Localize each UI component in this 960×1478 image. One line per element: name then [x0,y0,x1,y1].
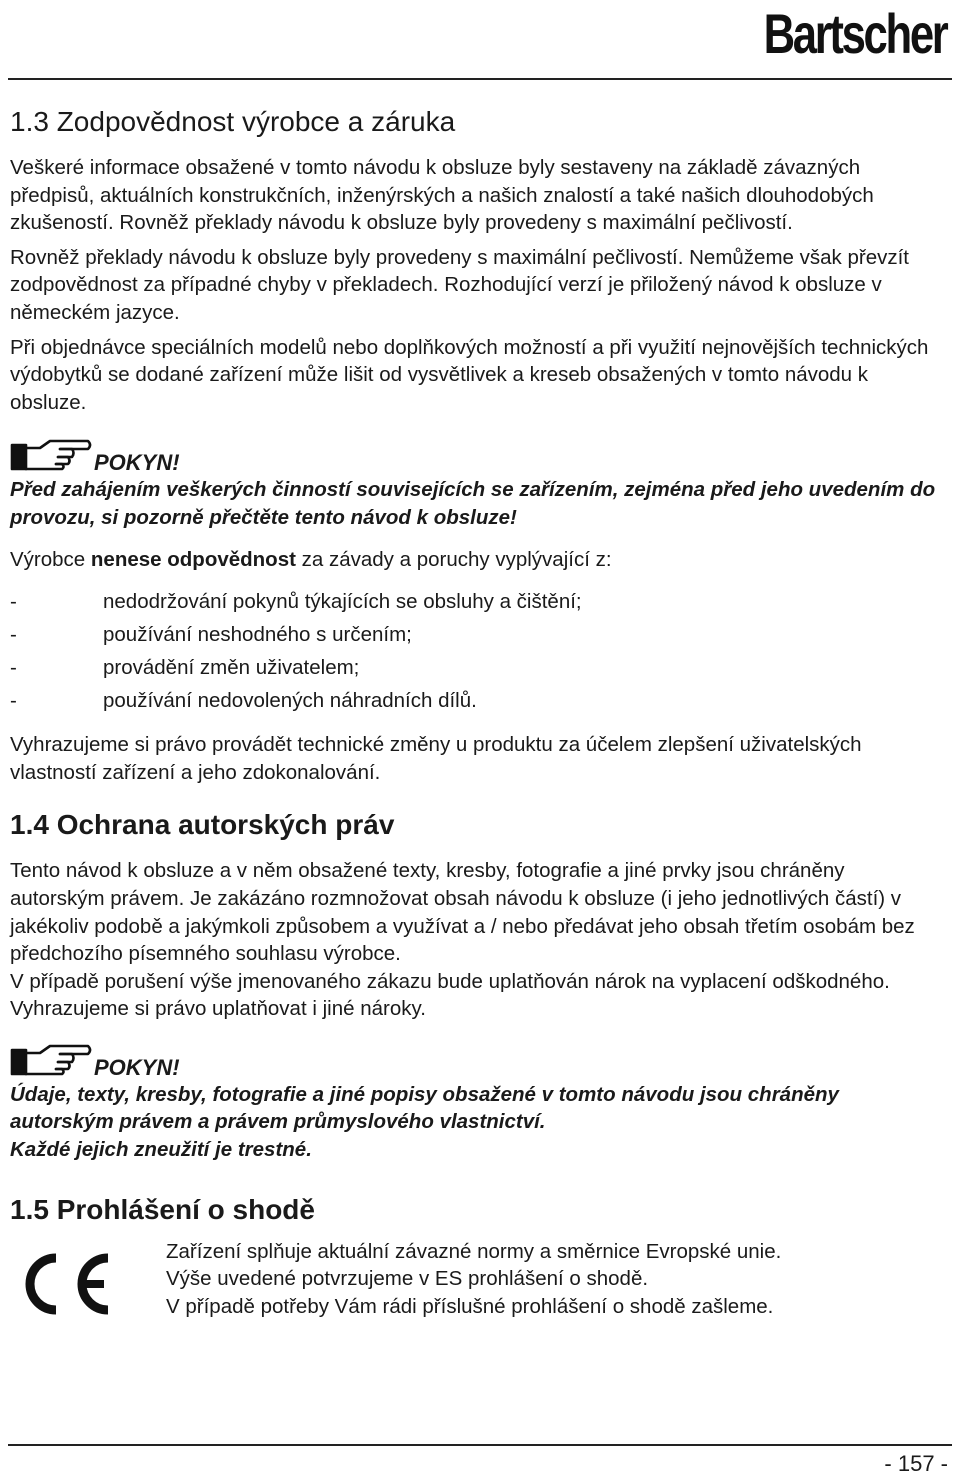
paragraph: Veškeré informace obsažené v tomto návodu k obsluze byly sestaveny na základě závazných předpisů, aktuálních konstrukčních, inženýrských a našich znalostí a také našich dlouhodobých zkušeností. Rovněž překlady návodu k obsluze byly provedeny s maximální pečlivostí. [10,156,874,235]
note-text: Údaje, texty, kresby, fotografie a jiné popisy obsažené v tomto návodu jsou chráněny autorským právem a právem průmyslového vlastnictví. [10,1082,839,1134]
page-number: - 157 - [884,1451,948,1476]
paragraph: V případě porušení výše jmenovaného zákazu bude uplatňován nárok na vyplacení odškodného. Vyhrazujeme si právo uplatňovat i jiné nároky. [10,969,890,1021]
note-header [10,1033,940,1080]
note-label: POKYN! [94,1054,180,1080]
pointing-hand-icon [10,1043,92,1077]
conformity-block [10,1238,940,1326]
header-divider [8,78,952,80]
brand-logo: Bartscher [763,2,946,65]
ce-mark-icon [10,1238,166,1326]
conformity-line: Výše uvedené potvrzujeme v ES prohlášení o shodě. [166,1267,649,1291]
section-1-3-title: 1.3 Zodpovědnost výrobce a záruka [10,106,456,137]
footer-divider [8,1444,952,1446]
list-item: - provádění změn uživatelem; [10,656,360,680]
note-label: POKYN! [94,450,180,476]
liability-list [10,585,940,717]
list-item: - používání neshodného s určením; [10,623,412,647]
paragraph: Vyhrazujeme si právo provádět technické změny u produktu za účelem zlepšení uživatelských vlastností zařízení a jeho zdokonalování. [10,733,862,784]
section-1-5-title: 1.5 Prohlášení o shodě [10,1193,315,1225]
pointing-hand-icon [10,438,92,472]
list-item: - používání nedovolených náhradních dílů. [10,689,477,713]
paragraph: Tento návod k obsluze a v něm obsažené texty, kresby, fotografie a jiné prvky jsou chráněny autorským právem. Je zakázáno rozmnožovat obsah návodu k obsluze (i jeho jednotlivých částí) v jakékoliv podobě a jakýmkoli způsobem a využívat a / nebo předávat jeho obsah třetím osobám bez předchozího písemného souhlasu výrobce. [10,859,915,966]
conformity-line: V případě potřeby Vám rádi příslušné prohlášení o shodě zašleme. [166,1294,774,1318]
note-header [10,428,940,476]
page-content [10,104,940,1325]
paragraph: Rovněž překlady návodu k obsluze byly provedeny s maximální pečlivostí. Nemůžeme však převzít zodpovědnost za případné chyby v překladech. Rozhodující verzí je přiložený návod k obsluze v německém jazyce. [10,245,909,324]
list-item: - nedodržování pokynů týkajících se obsluhy a čištění; [10,590,582,614]
note-text: Každé jejich zneužití je trestné. [10,1138,312,1162]
conformity-text [166,1238,781,1326]
paragraph: Při objednávce speciálních modelů nebo doplňkových možností a při využití nejnovějších technických výdobytků se dodané zařízení může lišit od vysvětlivek a kreseb obsažených v tomto návodu k obsluze. [10,335,929,414]
liability-statement: Výrobce nenese odpovědnost za závady a poruchy vyplývající z: [10,547,612,571]
note-text: Před zahájením veškerých činností souvisejících se zařízením, zejména před jeho uvedením do provozu, si pozorně přečtěte tento návod k obsluze! [10,478,936,529]
conformity-line: Zařízení splňuje aktuální závazné normy a směrnice Evropské unie. [166,1239,782,1263]
section-1-4-title: 1.4 Ochrana autorských práv [10,809,395,841]
